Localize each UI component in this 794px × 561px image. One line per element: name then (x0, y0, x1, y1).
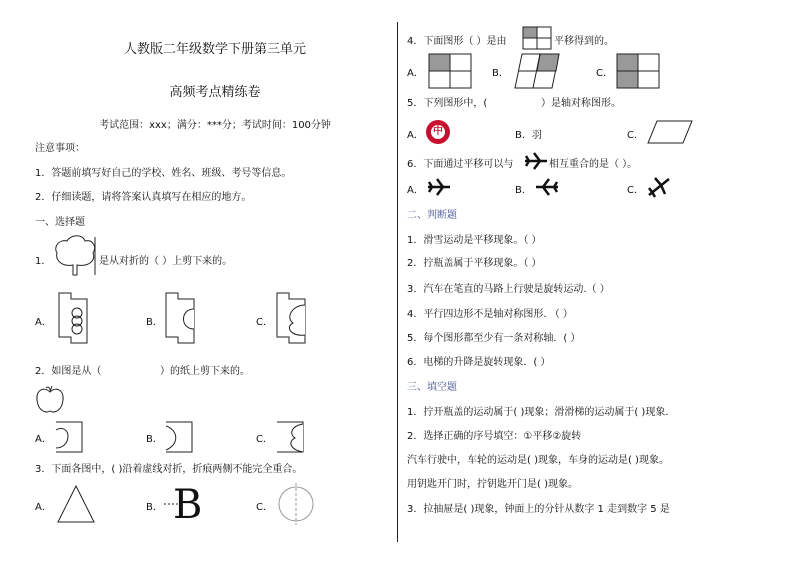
section-fill: 三、填空题 (407, 382, 457, 393)
q5-option-b[interactable]: B．羽 (515, 130, 542, 141)
section-judge: 二、判断题 (407, 210, 457, 221)
parallelogram-figure (647, 120, 693, 144)
q3-letter-b: B (173, 482, 203, 528)
q6-option-a[interactable]: A． (407, 185, 424, 196)
column-divider (397, 22, 398, 542)
q6-option-b[interactable]: B． (515, 185, 532, 196)
judge-item-5: 5．每个图形都至少有一条对称轴．( ） (407, 333, 581, 344)
q4-figure-a (428, 53, 472, 89)
q4-option-c[interactable]: C． (596, 68, 613, 79)
q3-option-b[interactable]: B． (146, 502, 163, 513)
judge-item-6: 6．电梯的升降是旋转现象．( ） (407, 357, 551, 368)
fill-item-1: 1．拧开瓶盖的运动属于( )现象；滑滑梯的运动属于( )现象． (407, 407, 676, 418)
bank-logo-char: 中 (433, 126, 443, 137)
airplane-reference-icon (524, 151, 548, 171)
q1-figure-a (57, 291, 91, 347)
q1-text: 是从对折的（ ）上剪下来的。 (99, 256, 233, 267)
q5-option-a[interactable]: A． (407, 130, 424, 141)
q4-text-prefix: 4．下面图形（ ）是由 (407, 36, 507, 47)
fill-item-2: 2．选择正确的序号填空：①平移②旋转 (407, 431, 582, 442)
q3-option-a[interactable]: A． (35, 502, 52, 513)
q3-figure-triangle (56, 484, 96, 524)
page-subtitle: 高频考点精练卷 (169, 85, 261, 100)
q4-option-b[interactable]: B． (492, 68, 509, 79)
q2-text-prefix: 2．如图是从（ (35, 366, 102, 377)
q1-option-c[interactable]: C． (256, 317, 273, 328)
page-title: 人教版二年级数学下册第三单元 (123, 42, 307, 57)
fill-item-2-line-1: 汽车行驶中，车轮的运动是( )现象，车身的运动是( )现象。 (407, 455, 669, 466)
q3-figure-circle (276, 483, 316, 525)
note-1: 1．答题前填写好自己的学校、姓名、班级、考号等信息。 (35, 168, 292, 179)
q5-option-c[interactable]: C． (627, 130, 644, 141)
q4-figure-b (514, 53, 560, 89)
q6-text-prefix: 6．下面通过平移可以与 (407, 159, 514, 170)
judge-item-3: 3．汽车在笔直的马路上行驶是旋转运动.（ ） (407, 284, 610, 295)
q4-figure-c (616, 53, 660, 89)
airplane-option-c-icon (647, 175, 671, 199)
q6-text-suffix: 相互重合的是（ ）。 (549, 159, 638, 170)
q5-text-suffix: ）是轴对称图形。 (541, 98, 621, 109)
note-2: 2．仔细读题，请将答案认真填写在相应的地方。 (35, 192, 252, 203)
q2-option-a[interactable]: A． (35, 434, 52, 445)
judge-item-2: 2．拧瓶盖属于平移现象。（ ） (407, 258, 542, 269)
q1-number: 1． (35, 256, 52, 267)
exam-info: 考试范围：xxx；满分：***分；考试时间：100分钟 (99, 120, 331, 131)
q2-figure-b (164, 420, 194, 454)
bank-logo-icon (426, 120, 450, 144)
judge-item-4: 4．平行四边形不是轴对称图形. （ ） (407, 309, 573, 320)
q4-text-suffix: 平移得到的。 (554, 36, 614, 47)
q1-figure-c (275, 291, 309, 347)
half-tree-figure (53, 235, 97, 277)
q3-option-c[interactable]: C． (256, 502, 273, 513)
notes-title: 注意事项： (35, 143, 85, 154)
section-choice: 一、选择题 (35, 217, 85, 228)
q2-figure-a (54, 420, 84, 454)
q6-option-c[interactable]: C． (627, 185, 644, 196)
judge-item-1: 1．滑雪运动是平移现象。（ ） (407, 235, 542, 246)
q1-option-a[interactable]: A． (35, 317, 52, 328)
airplane-option-b-icon (535, 177, 559, 197)
q5-text-prefix: 5．下列图形中，( (407, 98, 488, 109)
q2-figure-c (275, 420, 305, 454)
q4-option-a[interactable]: A． (407, 68, 424, 79)
q1-option-b[interactable]: B． (146, 317, 163, 328)
q1-figure-b (164, 291, 198, 347)
apple-figure (36, 384, 64, 416)
q4-reference-figure (522, 26, 552, 50)
fill-item-3: 3．拉抽屉是( )现象，钟面上的分针从数字 1 走到数字 5 是 (407, 504, 670, 515)
q3-text: 3．下面各图中，( )沿着虚线对折，折痕两侧不能完全重合。 (35, 464, 303, 475)
q2-option-b[interactable]: B． (146, 434, 163, 445)
airplane-option-a-icon (427, 177, 451, 197)
fill-item-2-line-2: 用钥匙开门时，拧钥匙开门是( )现象。 (407, 479, 578, 490)
q2-text-suffix: ）的纸上剪下来的。 (160, 366, 250, 377)
q2-option-c[interactable]: C． (256, 434, 273, 445)
